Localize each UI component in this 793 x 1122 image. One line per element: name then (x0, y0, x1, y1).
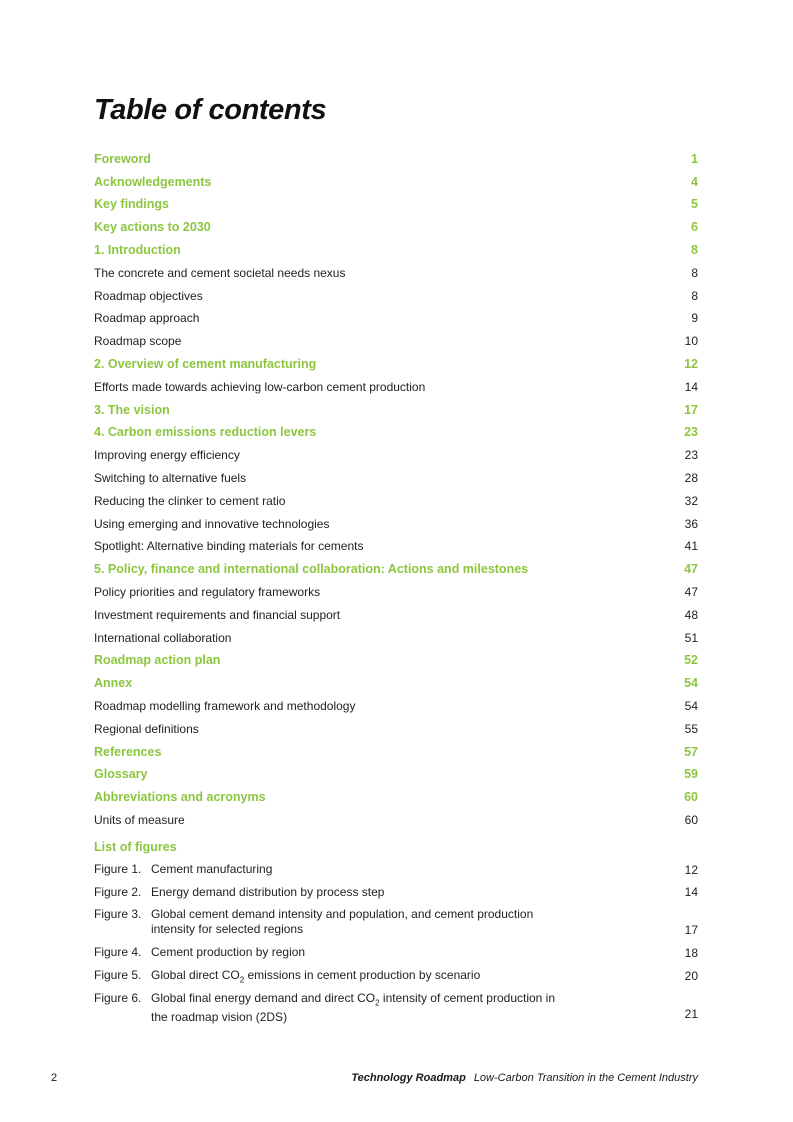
figure-number: Figure 5. (94, 968, 142, 983)
figure-title: Cement production by region (151, 945, 306, 960)
figure-entry-1[interactable] (94, 855, 698, 878)
toc-label: Regional definitions (94, 721, 199, 736)
figure-entry-5[interactable] (94, 961, 698, 984)
toc-page: 57 (684, 744, 698, 759)
toc-entry-roadmap-approach[interactable] (94, 304, 698, 327)
toc-page: 60 (684, 790, 698, 805)
toc-entry-alternative-fuels[interactable] (94, 463, 698, 486)
toc-label: Reducing the clinker to cement ratio (94, 493, 286, 508)
toc-label: Using emerging and innovative technologies (94, 516, 330, 531)
toc-entry-foreword[interactable] (94, 144, 698, 167)
table-of-contents (94, 144, 698, 1025)
toc-label: 5. Policy, finance and international collaboration: Actions and milestones (94, 562, 529, 577)
figure-title: Global direct $CO_2$ emissions in cement production by scenario (151, 968, 481, 985)
toc-label: Units of measure (94, 812, 185, 827)
toc-label: Roadmap objectives (94, 288, 203, 303)
toc-page: 12 (684, 862, 698, 877)
figure-title: Energy demand distribution by process step (151, 884, 385, 899)
figure-title: Cement manufacturing (151, 861, 273, 876)
toc-entry-regional-definitions[interactable] (94, 714, 698, 737)
toc-label: Abbreviations and acronyms (94, 790, 266, 805)
toc-label: International collaboration (94, 630, 232, 645)
toc-page: 32 (684, 493, 698, 508)
toc-page: 23 (684, 448, 698, 463)
footer-subtitle: Low-Carbon Transition in the Cement Industry (473, 1072, 698, 1084)
toc-page: 9 (691, 311, 698, 326)
toc-entry-vision[interactable] (94, 395, 698, 418)
toc-page: 8 (691, 265, 698, 280)
toc-label: Annex (94, 676, 133, 691)
toc-label: Key actions to 2030 (94, 220, 211, 235)
toc-entry-key-findings[interactable] (94, 190, 698, 213)
toc-label: 4. Carbon emissions reduction levers (94, 425, 317, 440)
toc-page: 8 (691, 242, 698, 257)
toc-label: Roadmap action plan (94, 653, 221, 668)
toc-page: 21 (684, 1006, 698, 1021)
toc-entry-units[interactable] (94, 805, 698, 828)
toc-entry-action-plan[interactable] (94, 646, 698, 669)
toc-page: 51 (684, 630, 698, 645)
toc-label: 3. The vision (94, 402, 170, 417)
toc-page: 52 (684, 653, 698, 668)
toc-page: 47 (684, 562, 698, 577)
figure-entry-4[interactable] (94, 938, 698, 961)
toc-page: 48 (684, 607, 698, 622)
toc-page: 36 (684, 516, 698, 531)
toc-page: 59 (684, 767, 698, 782)
toc-page: 54 (684, 676, 698, 691)
toc-page: 12 (684, 356, 698, 371)
toc-label: 2. Overview of cement manufacturing (94, 356, 317, 371)
toc-label: Spotlight: Alternative binding materials for cements (94, 539, 364, 554)
toc-label: Policy priorities and regulatory frameworks (94, 584, 321, 599)
toc-entry-acknowledgements[interactable] (94, 167, 698, 190)
toc-entry-abbreviations[interactable] (94, 782, 698, 805)
toc-page: 28 (684, 470, 698, 485)
figure-number: Figure 6. (94, 990, 142, 1005)
toc-entry-references[interactable] (94, 737, 698, 760)
toc-entry-list-of-figures[interactable] (94, 832, 698, 855)
toc-entry-levers[interactable] (94, 418, 698, 441)
toc-page: 41 (684, 539, 698, 554)
toc-label: Foreword (94, 151, 151, 166)
figure-title: Global final energy demand and direct $CO_2$ intensity of cement production in the roadmap vision (2DS) (151, 990, 556, 1025)
toc-entry-policy[interactable] (94, 554, 698, 577)
toc-entry-glossary[interactable] (94, 760, 698, 783)
toc-entry-energy-efficiency[interactable] (94, 440, 698, 463)
figure-entry-2[interactable] (94, 878, 698, 901)
toc-page: 60 (684, 812, 698, 827)
toc-label: List of figures (94, 839, 177, 854)
figure-entry-3[interactable] (94, 900, 698, 938)
toc-entry-spotlight[interactable] (94, 532, 698, 555)
toc-label: Roadmap scope (94, 334, 182, 349)
toc-page: 14 (684, 885, 698, 900)
toc-page: 10 (684, 334, 698, 349)
toc-page: 18 (684, 946, 698, 961)
toc-label: Improving energy efficiency (94, 448, 240, 463)
toc-entry-policy-priorities[interactable] (94, 577, 698, 600)
toc-page: 20 (684, 968, 698, 983)
toc-entry-modelling-framework[interactable] (94, 691, 698, 714)
toc-entry-international-collaboration[interactable] (94, 623, 698, 646)
toc-page: 8 (691, 288, 698, 303)
toc-entry-efforts[interactable] (94, 372, 698, 395)
figure-number: Figure 4. (94, 945, 142, 960)
toc-page: 54 (684, 698, 698, 713)
toc-entry-innovative-technologies[interactable] (94, 509, 698, 532)
toc-page: 17 (684, 402, 698, 417)
figure-number: Figure 2. (94, 884, 142, 899)
toc-label: Acknowledgements (94, 174, 212, 189)
page-number: 2 (51, 1072, 58, 1084)
page-footer (51, 1072, 698, 1084)
toc-label: The concrete and cement societal needs nexus (94, 265, 346, 280)
toc-page: 23 (684, 425, 698, 440)
figure-title: Global cement demand intensity and population, and cement production intensity for selected regions (151, 907, 534, 937)
toc-entry-roadmap-scope[interactable] (94, 326, 698, 349)
footer-brand: Technology Roadmap (351, 1072, 466, 1084)
toc-entry-introduction[interactable] (94, 235, 698, 258)
toc-page: 4 (691, 174, 698, 189)
figure-number: Figure 3. (94, 907, 142, 922)
toc-entry-annex[interactable] (94, 668, 698, 691)
toc-label: Efforts made towards achieving low-carbon cement production (94, 379, 426, 394)
page-title: Table of contents (94, 94, 327, 126)
toc-label: References (94, 744, 162, 759)
toc-label: Roadmap modelling framework and methodology (94, 698, 356, 713)
toc-page: 1 (691, 151, 698, 166)
toc-page: 47 (684, 584, 698, 599)
toc-entry-clinker-ratio[interactable] (94, 486, 698, 509)
toc-entry-key-actions[interactable] (94, 212, 698, 235)
toc-page: 14 (684, 379, 698, 394)
toc-page: 5 (691, 197, 698, 212)
figure-number: Figure 1. (94, 861, 142, 876)
figure-entry-6[interactable] (94, 984, 698, 1025)
toc-entry-investment[interactable] (94, 600, 698, 623)
running-title (351, 1072, 698, 1084)
toc-entry-roadmap-objectives[interactable] (94, 281, 698, 304)
toc-entry-overview[interactable] (94, 349, 698, 372)
toc-page: 6 (691, 220, 698, 235)
toc-page: 17 (684, 923, 698, 938)
toc-entry-societal-needs[interactable] (94, 258, 698, 281)
toc-label: Investment requirements and financial support (94, 607, 341, 622)
toc-label: Roadmap approach (94, 311, 200, 326)
toc-label: Key findings (94, 197, 170, 212)
toc-label: Glossary (94, 767, 148, 782)
toc-label: 1. Introduction (94, 242, 181, 257)
toc-page: 55 (684, 721, 698, 736)
toc-label: Switching to alternative fuels (94, 470, 247, 485)
